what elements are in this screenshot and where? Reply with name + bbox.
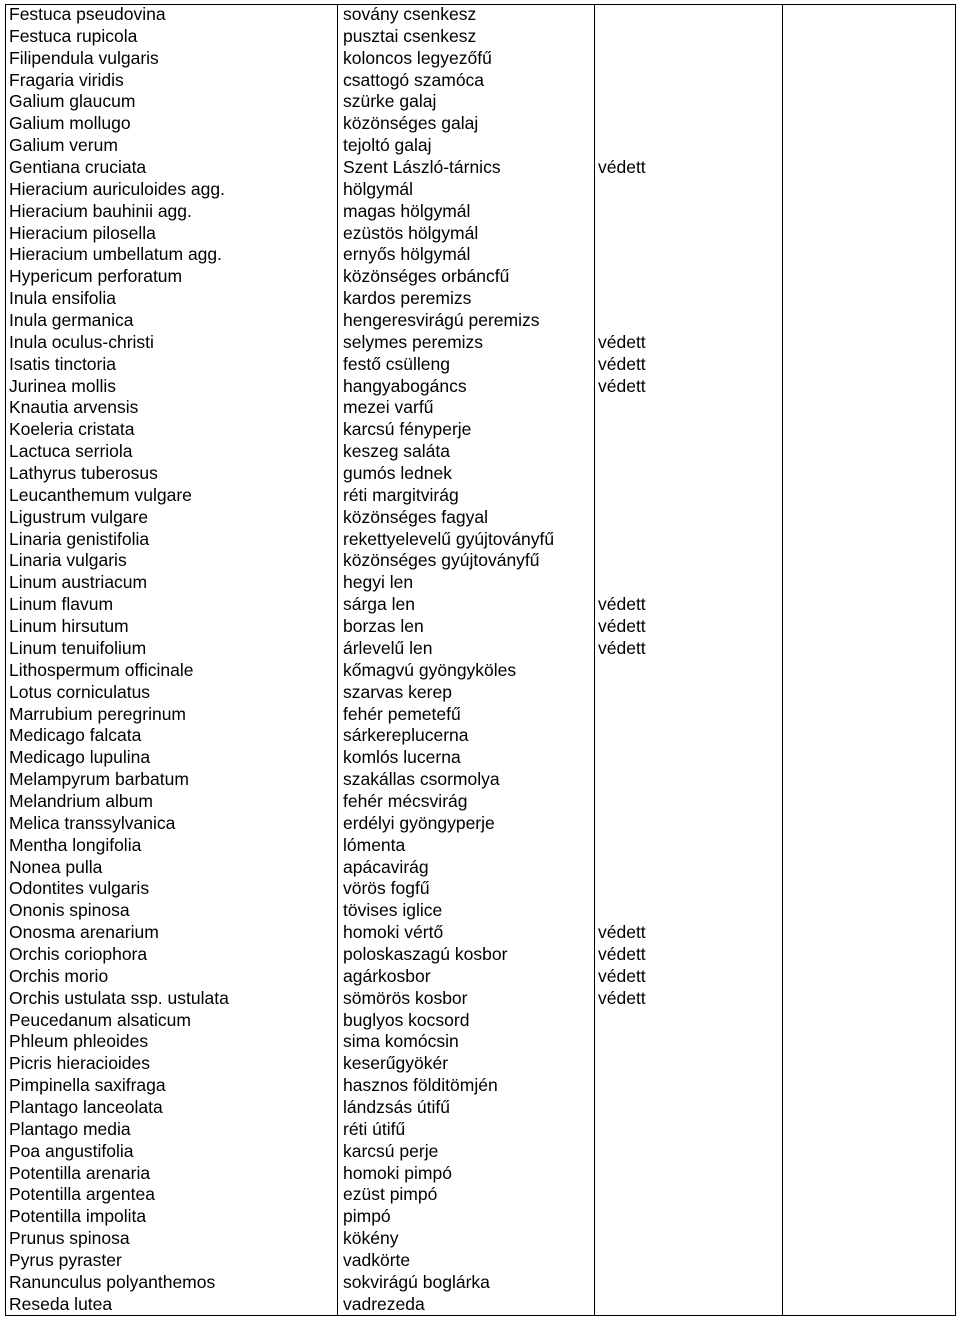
- protection-status-cell: [598, 244, 770, 266]
- protection-status-cell: [598, 48, 770, 70]
- hungarian-name-cell: mezei varfű: [343, 397, 434, 418]
- hungarian-name-cell: koloncos legyezőfű: [343, 47, 492, 68]
- hungarian-name-cell: tövises iglice: [343, 900, 443, 921]
- hungarian-name-cell: magas hölgymál: [343, 200, 471, 221]
- latin-name-cell: Linaria genistifolia: [9, 528, 150, 549]
- hungarian-name-cell: csattogó szamóca: [343, 69, 485, 90]
- protection-status-cell: [598, 550, 770, 572]
- latin-name-column: [9, 4, 331, 1316]
- latin-name-cell: Filipendula vulgaris: [9, 47, 159, 68]
- column-divider-2: [594, 5, 595, 1315]
- protection-status-cell: [598, 4, 770, 26]
- protection-status-cell: védett: [598, 375, 646, 396]
- protection-status-cell: [598, 1294, 770, 1316]
- latin-name-cell: Melandrium album: [9, 790, 153, 811]
- hungarian-name-cell: vadrezeda: [343, 1293, 425, 1314]
- latin-name-cell: Potentilla argentea: [9, 1184, 155, 1205]
- hungarian-name-cell: fehér mécsvirág: [343, 790, 468, 811]
- protection-status-cell: [598, 441, 770, 463]
- hungarian-name-cell: hengeresvirágú peremizs: [343, 310, 540, 331]
- latin-name-cell: Linum austriacum: [9, 572, 148, 593]
- hungarian-name-cell: kökény: [343, 1228, 399, 1249]
- hungarian-name-cell: vadkörte: [343, 1249, 411, 1270]
- hungarian-name-cell: ernyős hölgymál: [343, 244, 471, 265]
- hungarian-name-cell: festő csülleng: [343, 353, 451, 374]
- hungarian-name-cell: közönséges galaj: [343, 113, 479, 134]
- hungarian-name-cell: selymes peremizs: [343, 331, 484, 352]
- protection-status-cell: [598, 1119, 770, 1141]
- hungarian-name-cell: fehér pemetefű: [343, 703, 461, 724]
- latin-name-cell: Phleum phleoides: [9, 1031, 149, 1052]
- protection-status-cell: [598, 747, 770, 769]
- protection-status-cell: [598, 857, 770, 879]
- latin-name-cell: Galium verum: [9, 135, 118, 156]
- hungarian-name-cell: közönséges orbáncfű: [343, 266, 510, 287]
- latin-name-cell: Koeleria cristata: [9, 419, 135, 440]
- hungarian-name-cell: közönséges gyújtoványfű: [343, 550, 540, 571]
- protection-status-cell: [598, 179, 770, 201]
- protection-status-cell: védett: [598, 616, 646, 637]
- column-divider-3: [782, 5, 783, 1315]
- latin-name-cell: Fragaria viridis: [9, 69, 124, 90]
- hungarian-name-cell: réti margitvirág: [343, 484, 459, 505]
- hungarian-name-cell: komlós lucerna: [343, 747, 461, 768]
- hungarian-name-cell: kőmagvú gyöngyköles: [343, 659, 517, 680]
- protection-status-cell: [598, 704, 770, 726]
- protection-status-cell: [598, 507, 770, 529]
- hungarian-name-cell: apácavirág: [343, 856, 429, 877]
- hungarian-name-cell: szakállas csormolya: [343, 769, 500, 790]
- latin-name-cell: Ligustrum vulgare: [9, 506, 149, 527]
- hungarian-name-cell: sárkereplucerna: [343, 725, 469, 746]
- hungarian-name-cell: lómenta: [343, 834, 406, 855]
- protection-status-cell: [598, 725, 770, 747]
- hungarian-name-cell: homoki vértő: [343, 922, 444, 943]
- protection-status-cell: [598, 813, 770, 835]
- latin-name-cell: Ranunculus polyanthemos: [9, 1271, 216, 1292]
- latin-name-cell: Marrubium peregrinum: [9, 703, 187, 724]
- latin-name-cell: Hieracium pilosella: [9, 222, 156, 243]
- hungarian-name-cell: keserűgyökér: [343, 1053, 449, 1074]
- latin-name-cell: Jurinea mollis: [9, 375, 116, 396]
- latin-name-cell: Orchis coriophora: [9, 943, 148, 964]
- hungarian-name-cell: kardos peremizs: [343, 288, 472, 309]
- protection-status-cell: [598, 1163, 770, 1185]
- hungarian-name-cell: Szent László-tárnics: [343, 157, 501, 178]
- hungarian-name-cell: szürke galaj: [343, 91, 437, 112]
- latin-name-cell: Orchis morio: [9, 965, 109, 986]
- latin-name-cell: Galium mollugo: [9, 113, 131, 134]
- protection-status-cell: [598, 135, 770, 157]
- latin-name-cell: Melica transsylvanica: [9, 812, 176, 833]
- hungarian-name-cell: árlevelű len: [343, 637, 433, 658]
- hungarian-name-cell: buglyos kocsord: [343, 1009, 470, 1030]
- latin-name-cell: Plantago media: [9, 1118, 131, 1139]
- protection-status-cell: védett: [598, 594, 646, 615]
- hungarian-name-column: [343, 4, 588, 1316]
- hungarian-name-cell: vörös fogfű: [343, 878, 430, 899]
- protection-status-cell: [598, 1250, 770, 1272]
- latin-name-cell: Medicago lupulina: [9, 747, 151, 768]
- protection-status-cell: [598, 1206, 770, 1228]
- hungarian-name-cell: sovány csenkesz: [343, 4, 477, 24]
- latin-name-cell: Hypericum perforatum: [9, 266, 183, 287]
- protection-status-cell: védett: [598, 965, 646, 986]
- latin-name-cell: Hieracium bauhinii agg.: [9, 200, 192, 221]
- protection-status-cell: [598, 113, 770, 135]
- hungarian-name-cell: hegyi len: [343, 572, 414, 593]
- latin-name-cell: Galium glaucum: [9, 91, 136, 112]
- latin-name-cell: Reseda lutea: [9, 1293, 113, 1314]
- protection-status-cell: védett: [598, 157, 646, 178]
- hungarian-name-cell: homoki pimpó: [343, 1162, 452, 1183]
- protection-status-cell: [598, 91, 770, 113]
- protection-status-cell: [598, 1075, 770, 1097]
- protection-status-cell: [598, 310, 770, 332]
- protection-status-cell: [598, 1141, 770, 1163]
- hungarian-name-cell: sárga len: [343, 594, 415, 615]
- protection-status-cell: [598, 1031, 770, 1053]
- latin-name-cell: Lathyrus tuberosus: [9, 463, 158, 484]
- protection-status-cell: [598, 878, 770, 900]
- protection-status-cell: [598, 1010, 770, 1032]
- latin-name-cell: Knautia arvensis: [9, 397, 139, 418]
- protection-status-cell: [598, 288, 770, 310]
- hungarian-name-cell: közönséges fagyal: [343, 506, 488, 527]
- hungarian-name-cell: erdélyi gyöngyperje: [343, 812, 495, 833]
- protection-status-cell: [598, 1184, 770, 1206]
- latin-name-cell: Peucedanum alsaticum: [9, 1009, 191, 1030]
- protection-status-cell: [598, 835, 770, 857]
- hungarian-name-cell: sömörös kosbor: [343, 987, 468, 1008]
- protection-status-cell: [598, 485, 770, 507]
- latin-name-cell: Mentha longifolia: [9, 834, 142, 855]
- hungarian-name-cell: rekettyelevelű gyújtoványfű: [343, 528, 555, 549]
- latin-name-cell: Lotus corniculatus: [9, 681, 151, 702]
- protection-status-cell: [598, 223, 770, 245]
- hungarian-name-cell: szarvas kerep: [343, 681, 452, 702]
- protection-status-cell: [598, 1097, 770, 1119]
- latin-name-cell: Onosma arenarium: [9, 922, 159, 943]
- hungarian-name-cell: hasznos földitömjén: [343, 1075, 498, 1096]
- protection-status-cell: [598, 900, 770, 922]
- latin-name-cell: Gentiana cruciata: [9, 157, 147, 178]
- protection-status-cell: védett: [598, 987, 646, 1008]
- protection-status-cell: [598, 266, 770, 288]
- latin-name-cell: Festuca rupicola: [9, 25, 138, 46]
- hungarian-name-cell: karcsú perje: [343, 1140, 439, 1161]
- latin-name-cell: Festuca pseudovina: [9, 4, 166, 24]
- latin-name-cell: Pyrus pyraster: [9, 1249, 122, 1270]
- latin-name-cell: Lithospermum officinale: [9, 659, 194, 680]
- latin-name-cell: Leucanthemum vulgare: [9, 484, 192, 505]
- latin-name-cell: Inula ensifolia: [9, 288, 117, 309]
- hungarian-name-cell: agárkosbor: [343, 965, 431, 986]
- latin-name-cell: Nonea pulla: [9, 856, 103, 877]
- latin-name-cell: Linum tenuifolium: [9, 637, 147, 658]
- protection-status-cell: védett: [598, 331, 646, 352]
- protection-status-cell: [598, 419, 770, 441]
- protection-status-column: [598, 4, 770, 1316]
- protection-status-cell: [598, 682, 770, 704]
- latin-name-cell: Medicago falcata: [9, 725, 142, 746]
- latin-name-cell: Lactuca serriola: [9, 441, 133, 462]
- latin-name-cell: Inula germanica: [9, 310, 134, 331]
- protection-status-cell: [598, 70, 770, 92]
- hungarian-name-cell: hölgymál: [343, 178, 414, 199]
- protection-status-cell: védett: [598, 922, 646, 943]
- protection-status-cell: védett: [598, 943, 646, 964]
- protection-status-cell: [598, 1053, 770, 1075]
- latin-name-cell: Inula oculus-christi: [9, 331, 154, 352]
- protection-status-cell: védett: [598, 353, 646, 374]
- hungarian-name-cell: pimpó: [343, 1206, 391, 1227]
- latin-name-cell: Linum hirsutum: [9, 616, 129, 637]
- latin-name-cell: Potentilla impolita: [9, 1206, 147, 1227]
- latin-name-cell: Hieracium auriculoides agg.: [9, 178, 225, 199]
- latin-name-cell: Orchis ustulata ssp. ustulata: [9, 987, 229, 1008]
- latin-name-cell: Plantago lanceolata: [9, 1096, 163, 1117]
- hungarian-name-cell: pusztai csenkesz: [343, 25, 477, 46]
- protection-status-cell: [598, 463, 770, 485]
- protection-status-cell: [598, 201, 770, 223]
- latin-name-cell: Linaria vulgaris: [9, 550, 127, 571]
- protection-status-cell: [598, 660, 770, 682]
- hungarian-name-cell: ezüstös hölgymál: [343, 222, 479, 243]
- latin-name-cell: Pimpinella saxifraga: [9, 1075, 166, 1096]
- latin-name-cell: Odontites vulgaris: [9, 878, 150, 899]
- hungarian-name-cell: sokvirágú boglárka: [343, 1271, 490, 1292]
- protection-status-cell: [598, 26, 770, 48]
- hungarian-name-cell: karcsú fényperje: [343, 419, 472, 440]
- hungarian-name-cell: sima komócsin: [343, 1031, 459, 1052]
- latin-name-cell: Isatis tinctoria: [9, 353, 116, 374]
- hungarian-name-cell: keszeg saláta: [343, 441, 451, 462]
- latin-name-cell: Ononis spinosa: [9, 900, 130, 921]
- protection-status-cell: [598, 529, 770, 551]
- latin-name-cell: Potentilla arenaria: [9, 1162, 151, 1183]
- hungarian-name-cell: lándzsás útifű: [343, 1096, 451, 1117]
- hungarian-name-cell: ezüst pimpó: [343, 1184, 438, 1205]
- protection-status-cell: védett: [598, 637, 646, 658]
- latin-name-cell: Linum flavum: [9, 594, 114, 615]
- latin-name-cell: Hieracium umbellatum agg.: [9, 244, 223, 265]
- hungarian-name-cell: gumós lednek: [343, 463, 452, 484]
- protection-status-cell: [598, 1228, 770, 1250]
- hungarian-name-cell: poloskaszagú kosbor: [343, 943, 508, 964]
- hungarian-name-cell: réti útifű: [343, 1118, 406, 1139]
- column-divider-1: [337, 5, 338, 1315]
- protection-status-cell: [598, 572, 770, 594]
- hungarian-name-cell: hangyabogáncs: [343, 375, 467, 396]
- protection-status-cell: [598, 791, 770, 813]
- protection-status-cell: [598, 769, 770, 791]
- protection-status-cell: [598, 397, 770, 419]
- latin-name-cell: Prunus spinosa: [9, 1228, 130, 1249]
- latin-name-cell: Melampyrum barbatum: [9, 769, 189, 790]
- latin-name-cell: Poa angustifolia: [9, 1140, 134, 1161]
- protection-status-cell: [598, 1272, 770, 1294]
- hungarian-name-cell: borzas len: [343, 616, 424, 637]
- latin-name-cell: Picris hieracioides: [9, 1053, 151, 1074]
- hungarian-name-cell: tejoltó galaj: [343, 135, 432, 156]
